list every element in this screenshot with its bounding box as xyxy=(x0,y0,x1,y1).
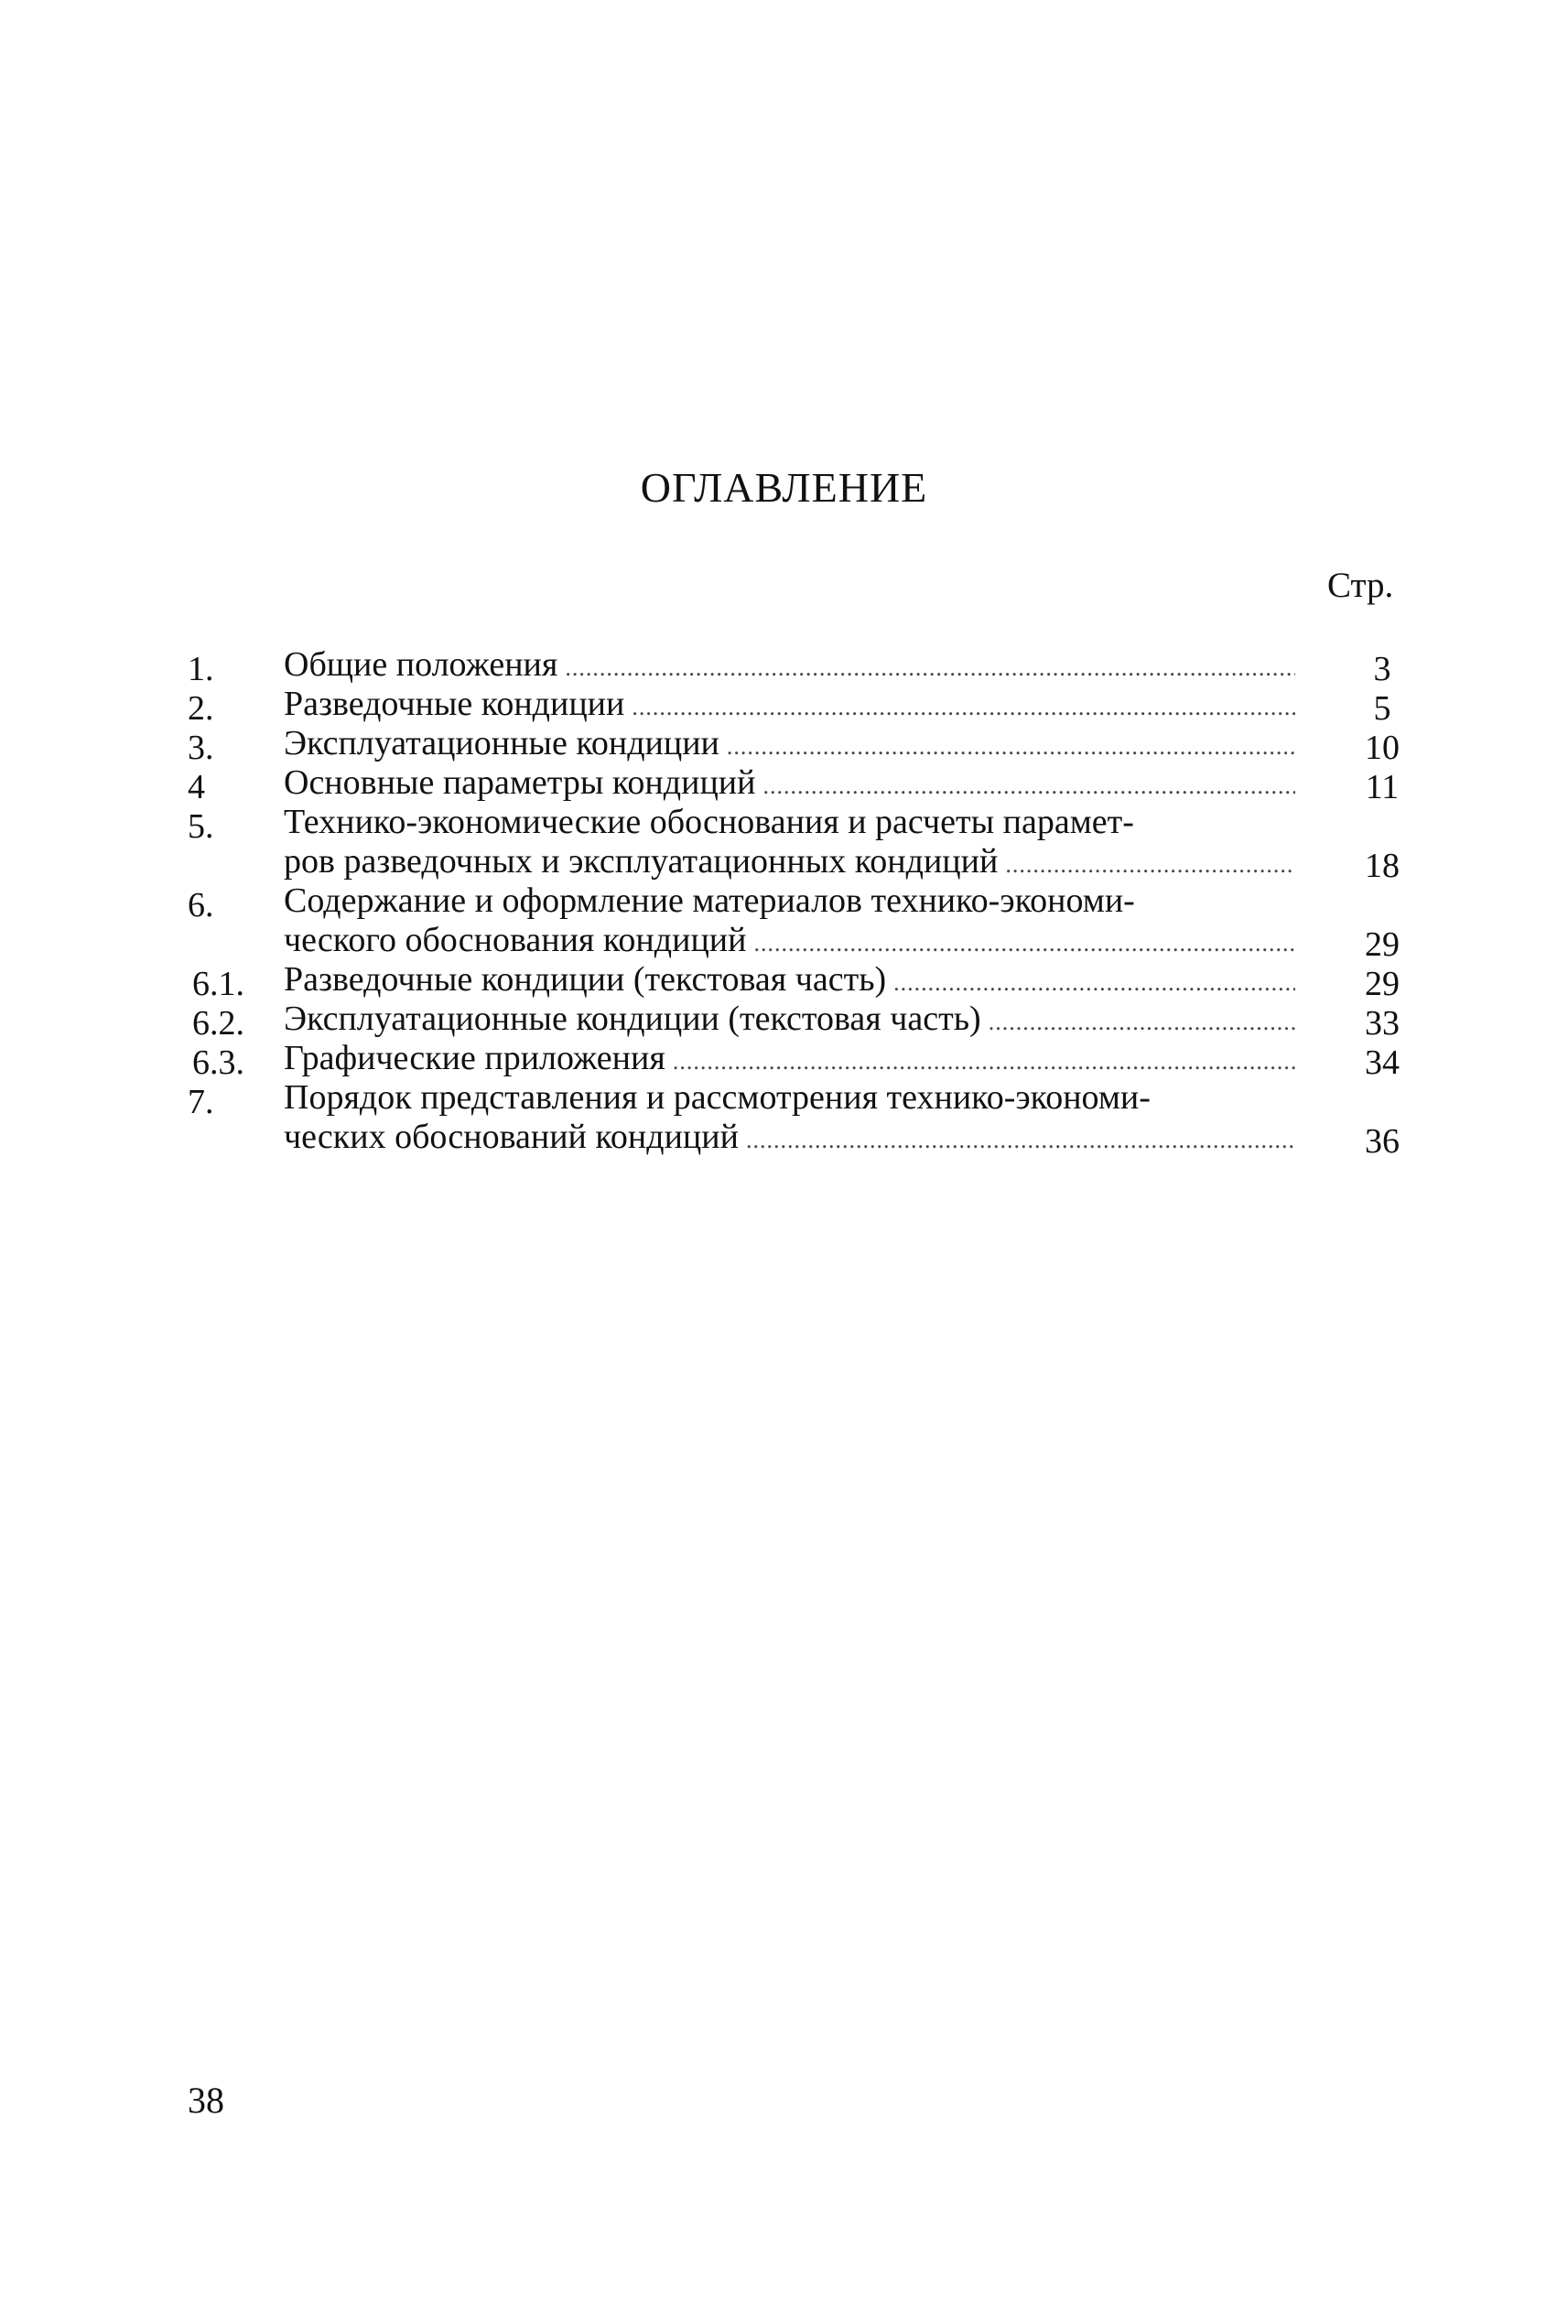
toc-entry-text: Разведочные кондиции (текстовая часть) xyxy=(284,960,887,999)
toc-leader-dots xyxy=(727,727,1295,767)
toc-leader-dots xyxy=(753,924,1295,964)
toc-entry-page: 3 xyxy=(1373,650,1391,688)
toc-entry-line[interactable] xyxy=(284,920,1295,960)
toc-entry-text: ров разведочных и эксплуатационных кондиций xyxy=(284,842,999,881)
toc-leader-dots xyxy=(565,648,1295,688)
toc-entry-number: 6.1. xyxy=(192,965,244,1003)
toc-entry-page: 33 xyxy=(1365,1004,1400,1043)
toc-entry-line[interactable] xyxy=(284,684,1295,724)
toc-entry-number: 7. xyxy=(188,1083,214,1121)
toc-entry-number: 3. xyxy=(188,729,214,767)
toc-entry-page: 29 xyxy=(1365,925,1400,964)
toc-entry-number: 2. xyxy=(188,689,214,728)
toc-entry-text: ческих обоснований кондиций xyxy=(284,1118,739,1156)
toc-entry-number: 6.3. xyxy=(192,1043,244,1082)
toc-leader-dots xyxy=(1005,845,1295,885)
toc-entry-line[interactable] xyxy=(284,1117,1295,1157)
toc-entry-text: Эксплуатационные кондиции (текстовая часть) xyxy=(284,1000,981,1038)
toc-entry-text: Технико-экономические обоснования и расчеты парамет- xyxy=(284,803,1134,841)
toc-entry-line[interactable] xyxy=(284,644,1295,685)
toc-entry-page: 36 xyxy=(1365,1122,1400,1161)
toc-entry-number: 5. xyxy=(188,807,214,846)
toc-entry-page: 18 xyxy=(1365,847,1400,885)
toc-entry-text: Порядок представления и рассмотрения технико-экономи- xyxy=(284,1078,1151,1117)
toc-leader-dots xyxy=(989,1002,1295,1043)
toc-entry-page: 34 xyxy=(1365,1043,1400,1082)
toc-leader-dots xyxy=(746,1120,1295,1161)
toc-entry-page: 29 xyxy=(1365,965,1400,1003)
toc-entry-line[interactable] xyxy=(284,1038,1295,1078)
toc-entry-text: Общие положения xyxy=(284,645,558,684)
toc-entry-text: ческого обоснования кондиций xyxy=(284,921,747,959)
toc-leader-dots xyxy=(673,1042,1295,1082)
toc-entry-number: 6.2. xyxy=(192,1004,244,1043)
toc-leader-dots xyxy=(632,687,1295,728)
toc-entry-line[interactable] xyxy=(284,999,1295,1039)
toc-entry-number: 4 xyxy=(188,768,205,806)
toc-entry-line[interactable] xyxy=(284,881,1295,921)
toc-entry-number: 1. xyxy=(188,650,214,688)
toc-leader-dots xyxy=(893,963,1295,1003)
toc-entry-line[interactable] xyxy=(284,959,1295,1000)
toc-entry-line[interactable] xyxy=(284,723,1295,763)
toc-entry-text: Графические приложения xyxy=(284,1039,665,1077)
toc-leader-dots xyxy=(762,766,1295,806)
toc-entry-text: Эксплуатационные кондиции xyxy=(284,724,719,762)
page-number: 38 xyxy=(188,2080,224,2121)
toc-entry-line[interactable] xyxy=(284,1077,1295,1118)
toc-entry-number: 6. xyxy=(188,886,214,924)
toc-entry-line[interactable] xyxy=(284,802,1295,842)
toc-entry-page: 10 xyxy=(1365,729,1400,767)
page-title: ОГЛАВЛЕНИЕ xyxy=(640,464,928,511)
toc-entry-text: Содержание и оформление материалов технико-экономи- xyxy=(284,881,1135,920)
toc-entry-text: Разведочные кондиции xyxy=(284,685,625,723)
page-column-label: Стр. xyxy=(1327,566,1394,605)
toc-entry-page: 5 xyxy=(1373,689,1391,728)
toc-entry-text: Основные параметры кондиций xyxy=(284,763,756,802)
toc-entry-line[interactable] xyxy=(284,841,1295,881)
toc-entry-line[interactable] xyxy=(284,762,1295,803)
toc-entry-page: 11 xyxy=(1365,768,1400,806)
